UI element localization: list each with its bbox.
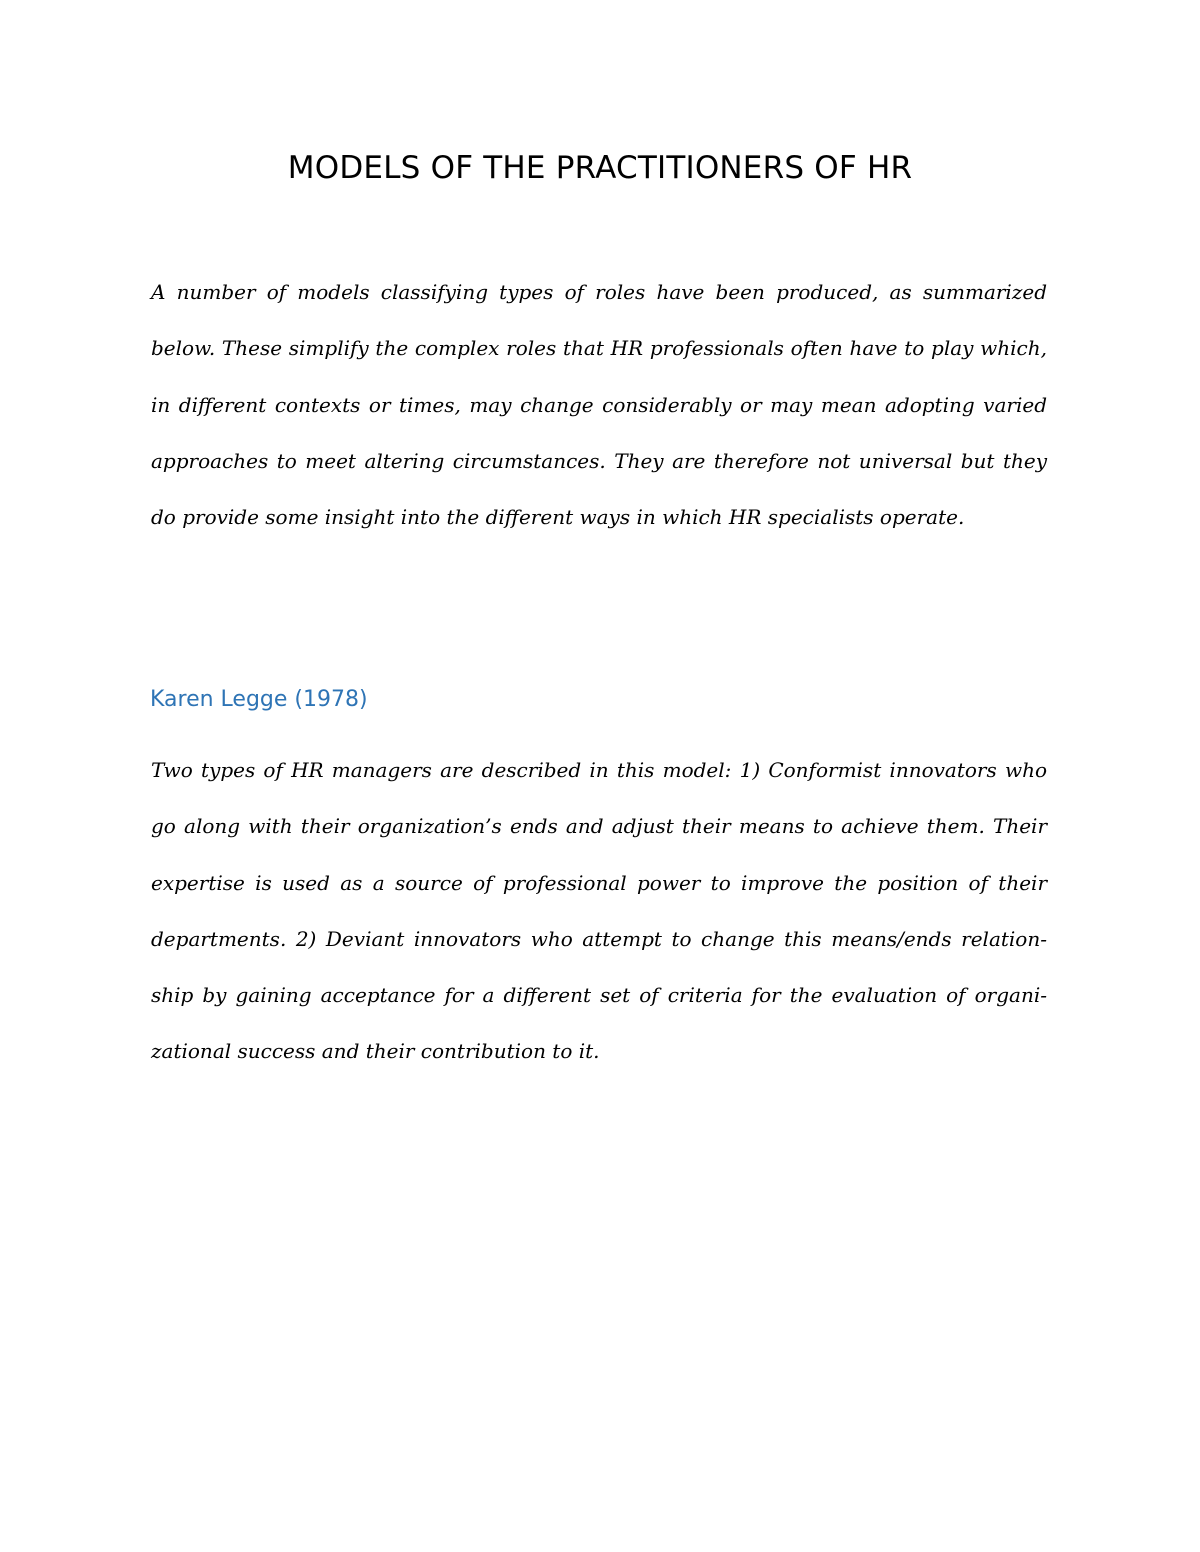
page-title: MODELS OF THE PRACTITIONERS OF HR: [287, 150, 913, 186]
section-heading-karen-legge: Karen Legge (1978): [150, 687, 368, 712]
intro-paragraph: A number of models classifying types of roles have been produced, as summarized below. These simplify the complex roles that HR professionals often have to play which, in different contexts or times, may change considerably or may mean adopting varied approaches to meet altering circumstances. They are therefore not universal but they do provide some insight into the different ways in which HR specialists operate.: [151, 280, 1047, 530]
section-paragraph-karen-legge: Two types of HR managers are described in this model: 1) Conformist innovators who go along with their organization’s ends and adjust their means to achieve them. Their expertise is used as a source of professional power to improve the position of their departments. 2) Deviant innovators who attempt to change this means/ends relationship by gaining acceptance for a different set of criteria for the evaluation of organizational success and their contribution to it.: [151, 758, 1047, 1064]
